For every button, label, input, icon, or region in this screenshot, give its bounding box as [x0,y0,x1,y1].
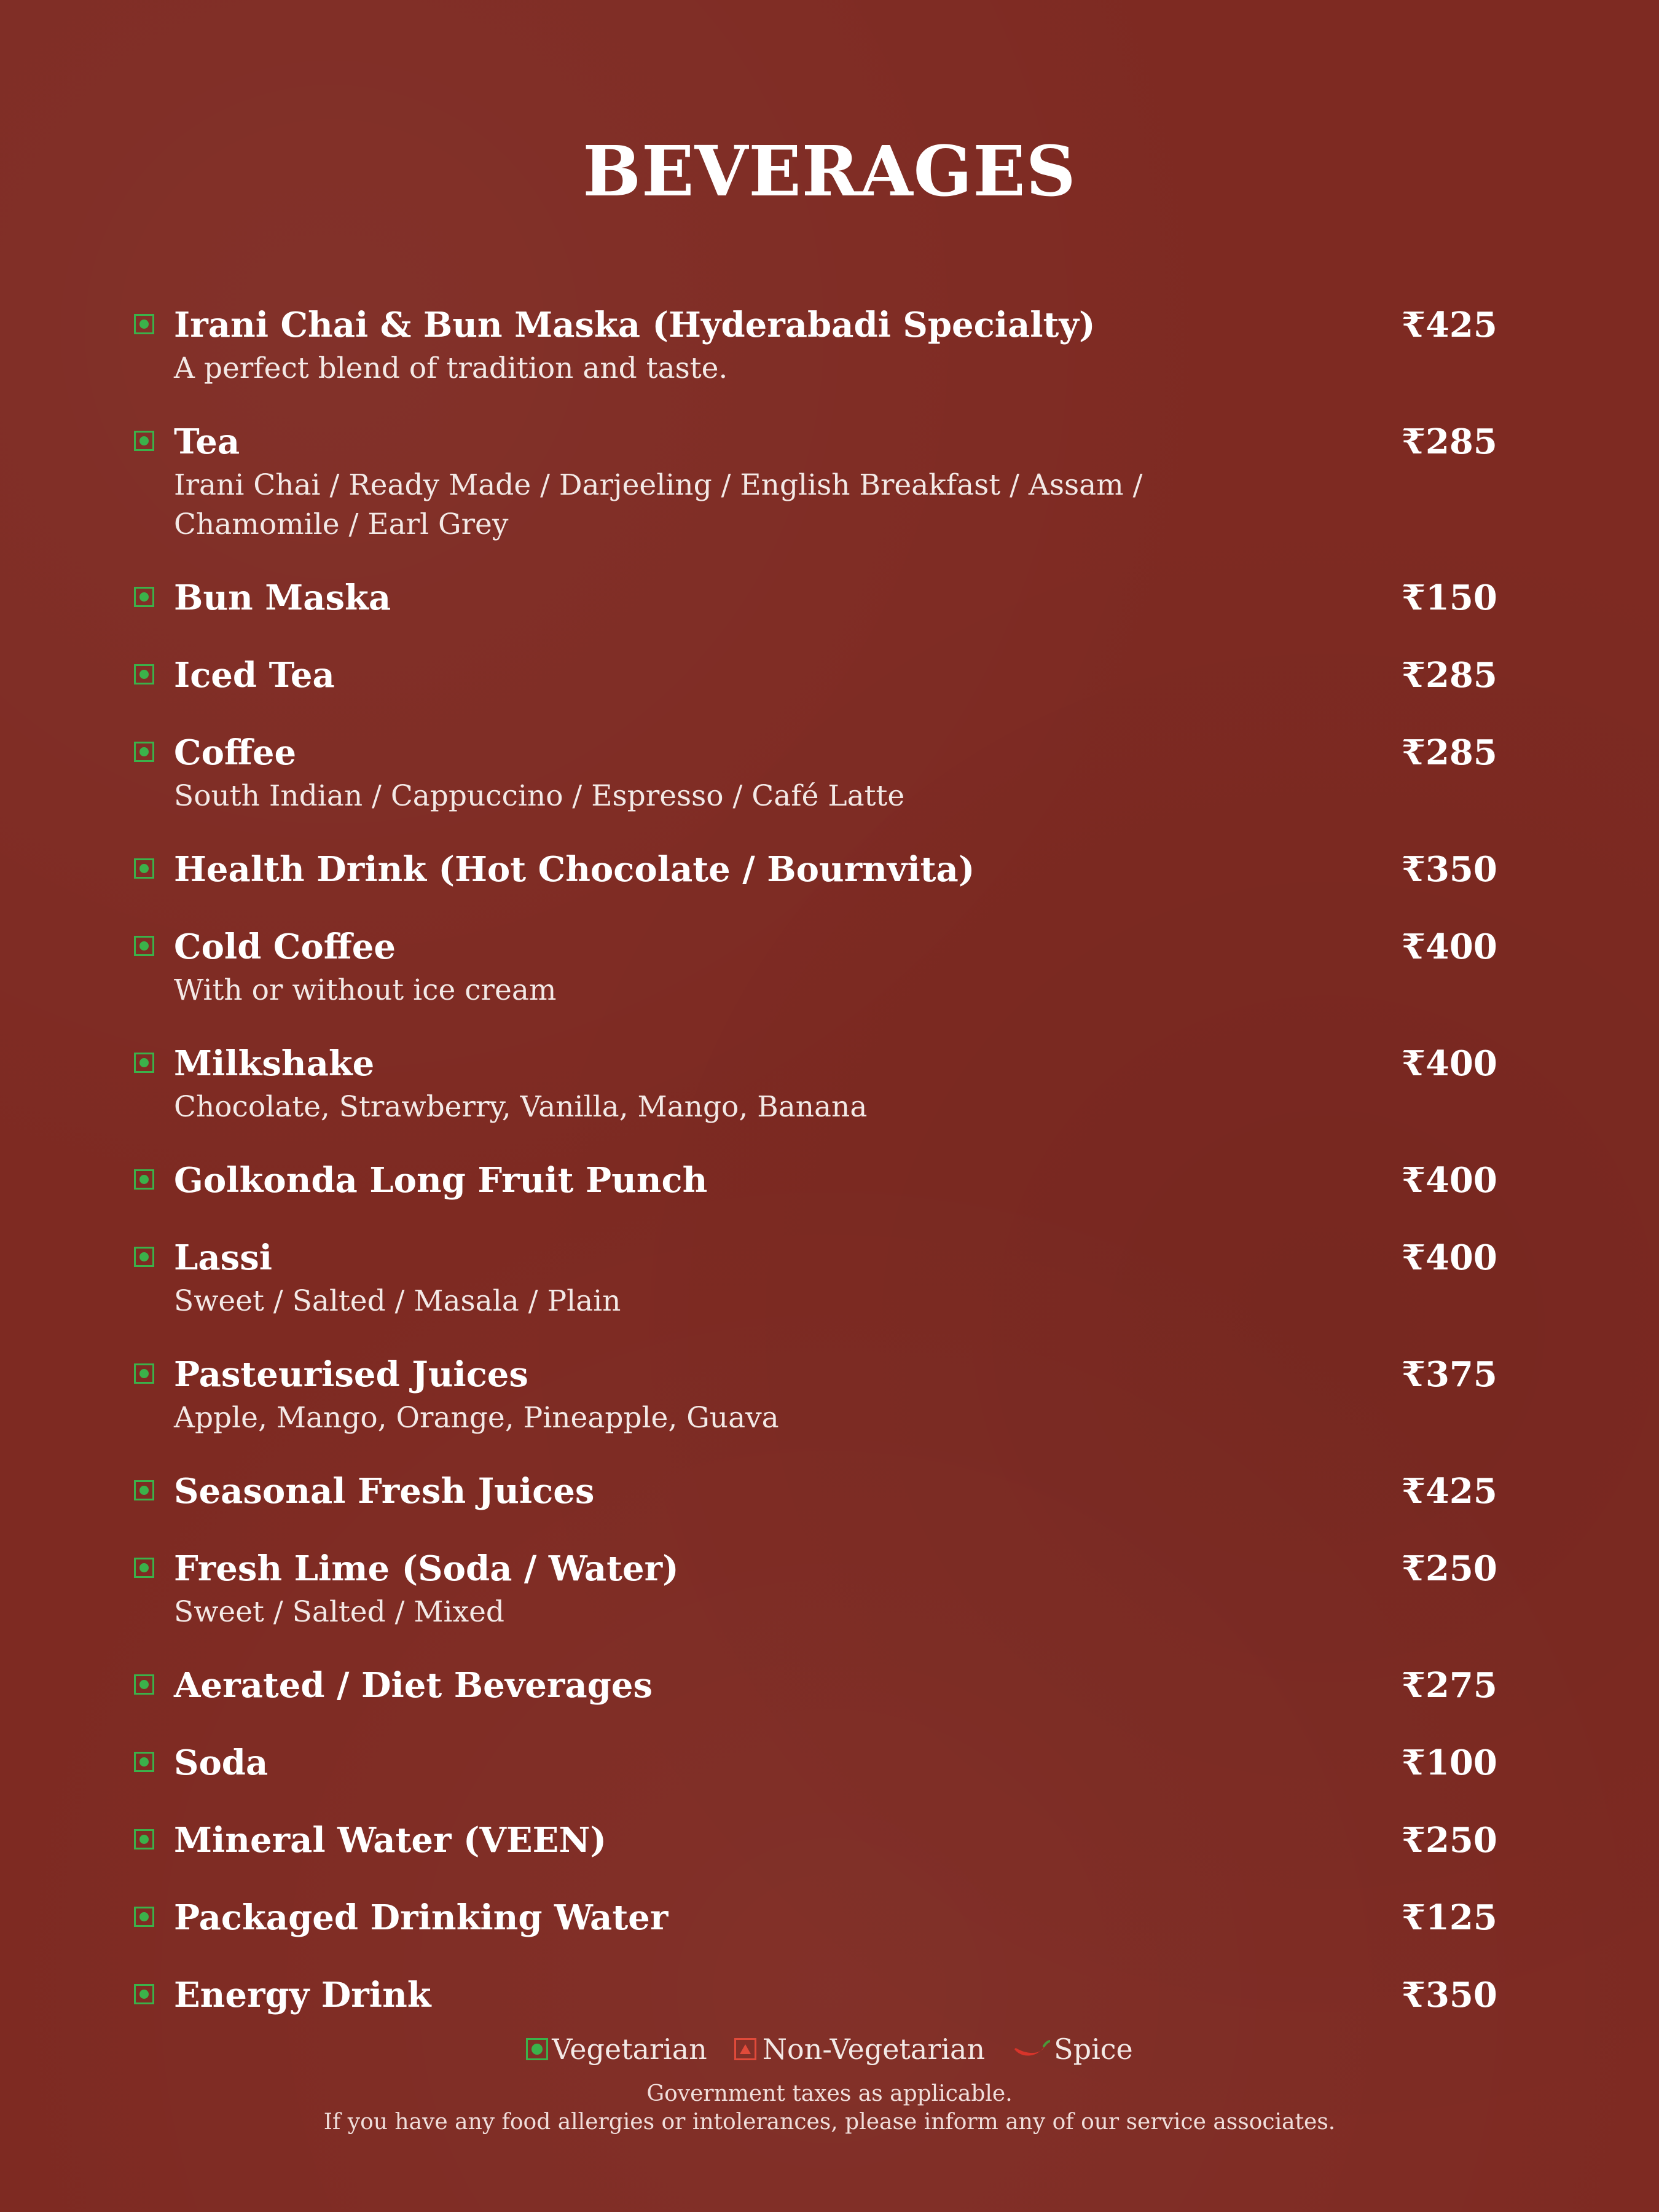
menu-item-price: ₹125 [1402,1897,1497,1938]
menu-item-name: Irani Chai & Bun Maska (Hyderabadi Specialty) [174,305,1096,345]
menu-item-price: ₹285 [1402,732,1497,773]
veg-indicator-icon [134,1053,154,1073]
menu-item-description: A perfect blend of tradition and taste. [174,351,728,385]
menu-item-name: Bun Maska [174,578,391,618]
menu-item-name: Aerated / Diet Beverages [174,1665,653,1706]
menu-item [133,923,1497,1010]
menu-item-description: South Indian / Cappuccino / Espresso / Café Latte [174,779,905,813]
menu-item-name: Fresh Lime (Soda / Water) [174,1548,679,1589]
veg-indicator-icon [134,858,154,879]
menu-item-name: Lassi [174,1237,272,1278]
veg-indicator-icon [134,1480,154,1500]
menu-item [133,1234,1497,1321]
menu-item-price: ₹400 [1402,1043,1497,1084]
menu-item-description: Chocolate, Strawberry, Vanilla, Mango, Banana [174,1090,868,1124]
veg-indicator-icon [134,1752,154,1772]
menu-item [133,1156,1497,1204]
veg-indicator-icon [134,431,154,451]
menu-item-description: Irani Chai / Ready Made / Darjeeling / English Breakfast / Assam / Chamomile / Earl Grey [174,468,1143,541]
menu-item [133,1545,1497,1632]
menu-item-description: Sweet / Salted / Mixed [174,1595,504,1629]
veg-indicator-icon [134,1558,154,1578]
menu-item [133,1040,1497,1127]
veg-indicator-icon [134,1907,154,1927]
footer-tax-note: Government taxes as applicable. [646,2081,1013,2106]
menu-item-name: Mineral Water (VEEN) [174,1820,606,1861]
menu-item-description: Sweet / Salted / Masala / Plain [174,1284,621,1318]
veg-indicator-icon [134,742,154,762]
legend-non-vegetarian [734,2033,985,2066]
menu-item-price: ₹250 [1402,1820,1497,1861]
menu-item-price: ₹285 [1402,422,1497,462]
veg-indicator-icon [134,1169,154,1190]
footer-allergy-note: If you have any food allergies or intolerances, please inform any of our service associates. [323,2109,1336,2135]
veg-indicator-icon [134,936,154,956]
menu-item [133,845,1497,893]
menu-item-price: ₹400 [1402,1160,1497,1201]
legend-vegetarian [526,2033,707,2066]
menu-item-price: ₹275 [1402,1665,1497,1706]
veg-indicator-icon [526,2038,548,2060]
menu-item-name: Coffee [174,732,297,773]
menu-item-name: Health Drink (Hot Chocolate / Bournvita) [174,849,975,890]
menu-item-price: ₹150 [1402,578,1497,618]
non-veg-indicator-icon [734,2038,756,2060]
menu-item-price: ₹100 [1402,1743,1497,1783]
veg-indicator-icon [134,1247,154,1267]
veg-indicator-icon [134,1984,154,2004]
menu-item [133,1894,1497,1942]
legend-vegetarian-label: Vegetarian [552,2033,707,2066]
menu-item-price: ₹350 [1402,849,1497,890]
page-title: BEVERAGES [582,131,1077,212]
legend-spice-label: Spice [1054,2033,1133,2066]
chili-pepper-icon [1012,2037,1050,2061]
menu-item [133,418,1497,544]
legend [0,2028,1659,2071]
menu-item-name: Golkonda Long Fruit Punch [174,1160,708,1201]
menu-item [133,729,1497,816]
veg-indicator-icon [134,314,154,334]
menu-item [133,574,1497,622]
menu-item [133,1739,1497,1787]
menu-item-price: ₹400 [1402,1237,1497,1278]
menu-item [133,1971,1497,2019]
legend-non-vegetarian-label: Non-Vegetarian [762,2033,986,2066]
menu-item-description: With or without ice cream [174,973,557,1007]
menu-item [133,1467,1497,1515]
menu-item [133,1816,1497,1864]
menu-item [133,1351,1497,1438]
menu-item [133,1661,1497,1709]
veg-indicator-icon [134,1674,154,1695]
menu-list [133,301,1497,2049]
menu-item-price: ₹350 [1402,1975,1497,2015]
veg-indicator-icon [134,587,154,607]
menu-item-price: ₹250 [1402,1548,1497,1589]
veg-indicator-icon [134,1363,154,1384]
legend-spice [1012,2033,1133,2066]
veg-indicator-icon [134,664,154,684]
menu-item [133,651,1497,699]
menu-item-name: Iced Tea [174,655,335,696]
menu-item-name: Soda [174,1743,269,1783]
menu-item-name: Milkshake [174,1043,375,1084]
menu-item [133,301,1497,388]
menu-item-description: Apple, Mango, Orange, Pineapple, Guava [174,1401,779,1435]
menu-item-price: ₹425 [1402,305,1497,345]
menu-item-name: Cold Coffee [174,927,396,967]
menu-item-name: Packaged Drinking Water [174,1897,669,1938]
veg-indicator-icon [134,1829,154,1849]
menu-item-price: ₹285 [1402,655,1497,696]
menu-item-name: Pasteurised Juices [174,1354,528,1395]
menu-item-name: Tea [174,422,240,462]
menu-item-name: Energy Drink [174,1975,431,2015]
menu-item-price: ₹425 [1402,1471,1497,1512]
menu-item-name: Seasonal Fresh Juices [174,1471,595,1512]
footer [0,2080,1659,2136]
menu-item-price: ₹375 [1402,1354,1497,1395]
menu-item-price: ₹400 [1402,927,1497,967]
